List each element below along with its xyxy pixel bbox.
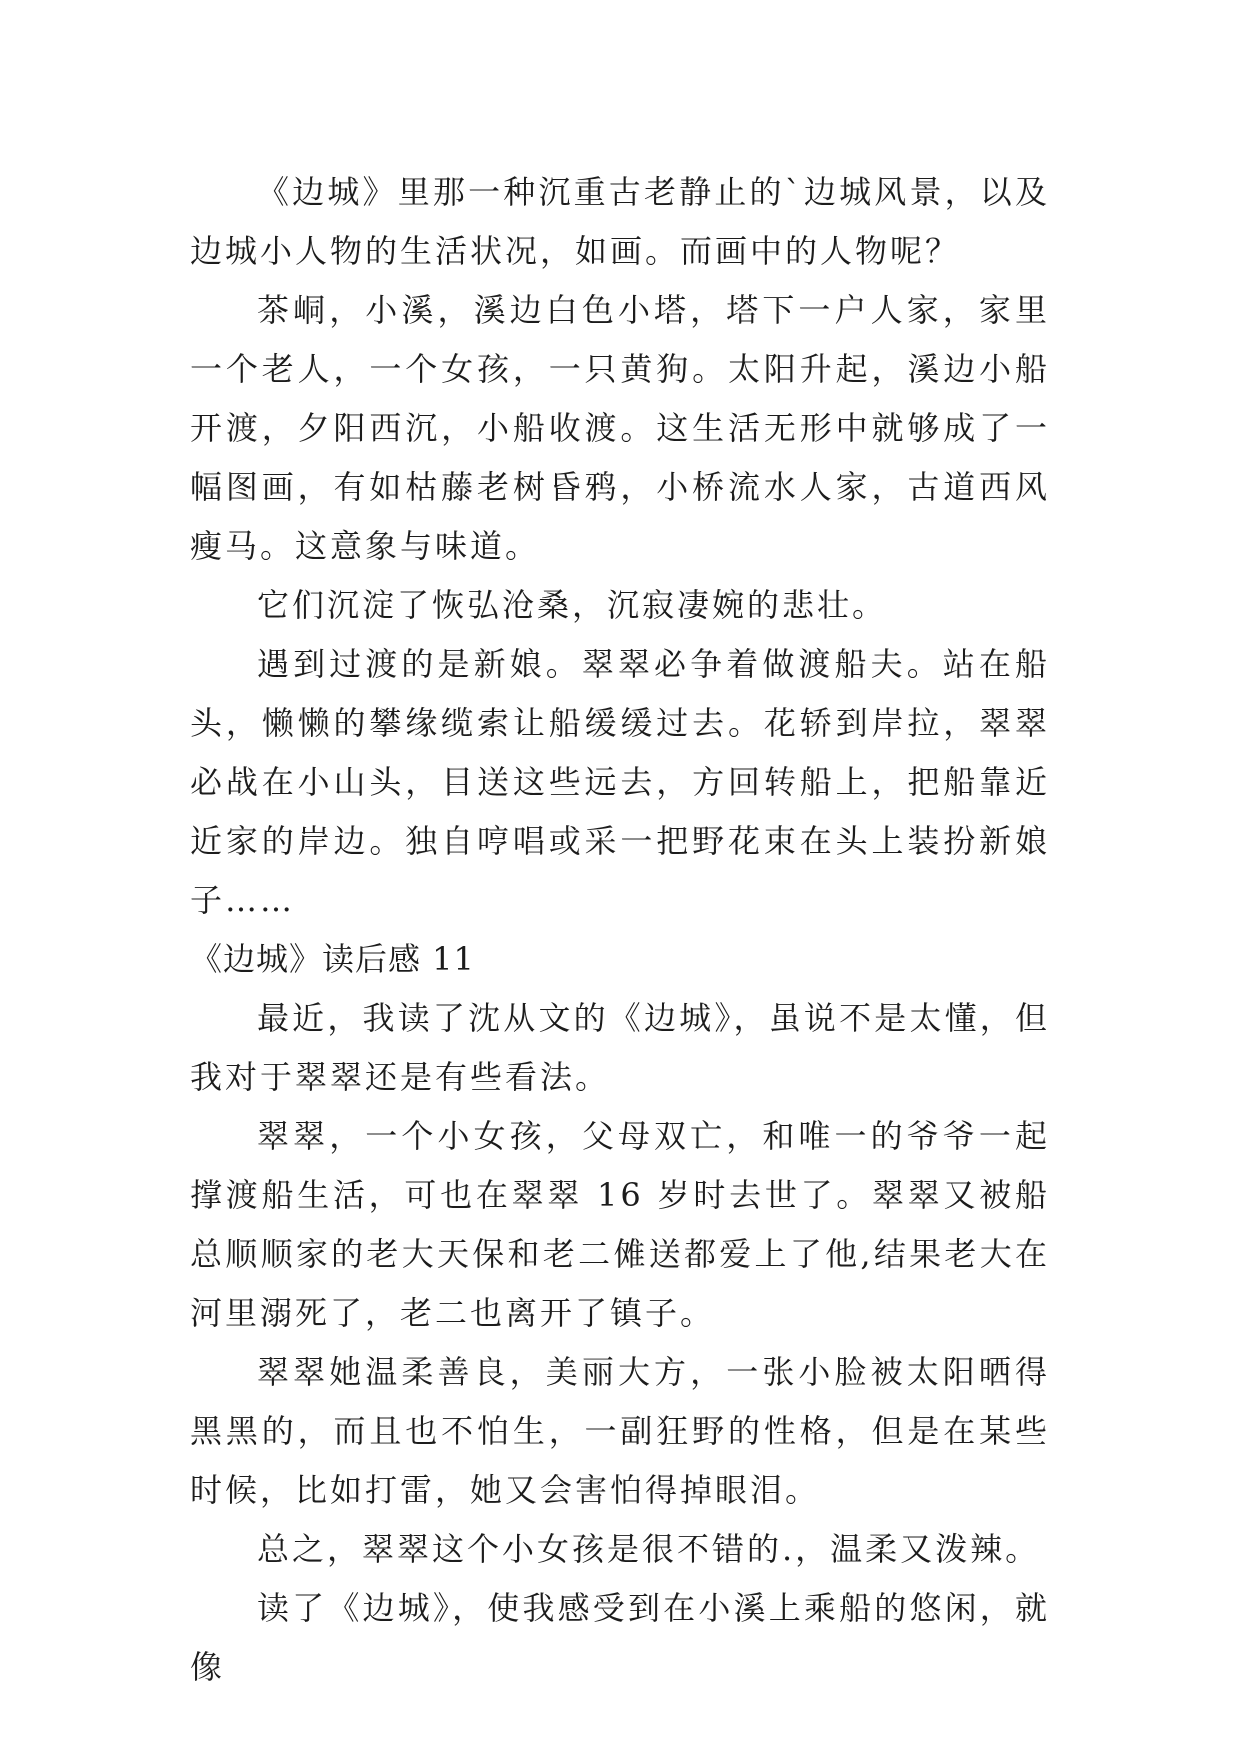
section-heading: 《边城》读后感 11 — [190, 940, 475, 978]
paragraph: 读了《边城》，使我感受到在小溪上乘船的悠闲，就像 — [190, 1589, 1050, 1686]
paragraph: 翠翠她温柔善良，美丽大方，一张小脸被太阳晒得黑黑的，而且也不怕生，一副狂野的性格，但是在某些时候，比如打雷，她又会害怕得掉眼泪。 — [190, 1353, 1050, 1509]
paragraph: 茶峒，小溪，溪边白色小塔，塔下一户人家，家里一个老人，一个女孩，一只黄狗。太阳升起，溪边小船开渡，夕阳西沉，小船收渡。这生活无形中就够成了一幅图画，有如枯藤老树昏鸦，小桥流水人家，古道西风瘦马。这意象与味道。 — [190, 291, 1050, 565]
paragraph: 翠翠，一个小女孩，父母双亡，和唯一的爷爷一起撑渡船生活，可也在翠翠 16 岁时去世了。翠翠又被船总顺顺家的老大天保和老二傩送都爱上了他,结果老大在河里溺死了，老二也离开了镇子。 — [190, 1117, 1050, 1332]
paragraph: 遇到过渡的是新娘。翠翠必争着做渡船夫。站在船头，懒懒的攀缘缆索让船缓缓过去。花轿到岸拉，翠翠必战在小山头，目送这些远去，方回转船上，把船靠近近家的岸边。独自哼唱或采一把野花束在头上装扮新娘子…… — [190, 645, 1050, 919]
paragraph: 最近，我读了沈从文的《边城》，虽说不是太懂，但我对于翠翠还是有些看法。 — [190, 999, 1050, 1096]
paragraph: 总之，翠翠这个小女孩是很不错的.，温柔又泼辣。 — [257, 1530, 1041, 1568]
document-body — [190, 163, 1050, 1697]
paragraph: 《边城》里那一种沉重古老静止的`边城风景，以及边城小人物的生活状况，如画。而画中的人物呢？ — [190, 173, 1050, 270]
paragraph: 它们沉淀了恢弘沧桑，沉寂凄婉的悲壮。 — [257, 586, 888, 624]
